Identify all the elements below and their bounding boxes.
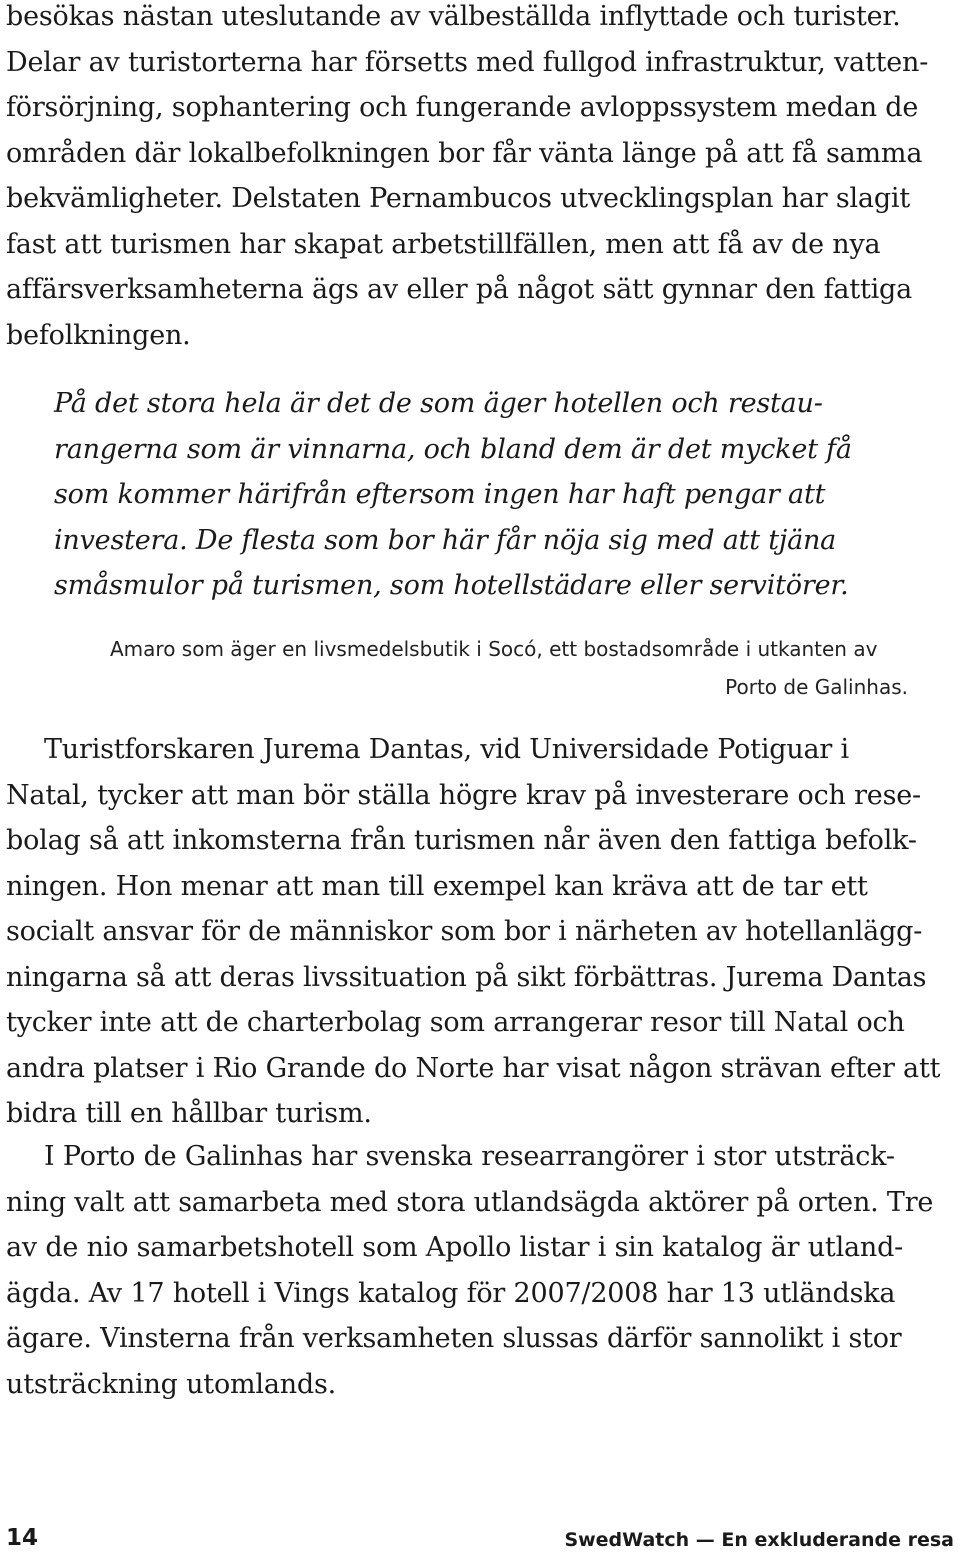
text-line: bolag så att inkomsterna från turismen når även den fattiga befolk- [6,825,917,856]
text-line: ägda. Av 17 hotell i Vings katalog för 2007/2008 har 13 utländska [6,1277,896,1309]
text-line: tycker inte att de charterbolag som arrangerar resor till Natal och [6,1007,905,1038]
quote-line: investera. De flesta som bor här får nöja sig med att tjäna [54,524,837,556]
running-title: SwedWatch — En exkluderande resa [564,1529,954,1551]
page-footer [6,1525,954,1559]
text-line: försörjning, sophantering och fungerande avloppssystem medan de [6,92,919,123]
pull-quote [54,381,934,609]
attribution-line: Porto de Galinhas. [725,675,908,699]
text-line: fast att turismen har skapat arbetstillfällen, men att få av de nya [6,228,881,260]
text-line: andra platser i Rio Grande do Norte har visat någon strävan efter att [6,1052,941,1084]
text-line: socialt ansvar för de människor som bor i närheten av hotellanlägg- [6,916,923,947]
quote-line: På det stora hela är det de som äger hotellen och restau- [54,388,823,419]
text-line: av de nio samarbetshotell som Apollo listar i sin katalog är utland- [6,1232,904,1263]
quote-attribution [110,630,910,706]
text-line: I Porto de Galinhas har svenska researrangörer i stor utsträck- [44,1141,895,1172]
text-line: bidra till en hållbar turism. [6,1098,372,1129]
text-line: Delar av turistorterna har försetts med fullgod infrastruktur, vatten- [6,46,929,78]
text-line: bekvämligheter. Delstaten Pernambucos utvecklingsplan har slagit [6,183,910,214]
quote-line: som kommer härifrån eftersom ingen har haft pengar att [54,479,826,510]
body-paragraph-2 [6,727,950,1137]
text-line: områden där lokalbefolkningen bor får vänta länge på att få samma [6,137,923,169]
page-number: 14 [6,1525,39,1551]
text-line: ningarna så att deras livssituation på sikt förbättras. Jurema Dantas [6,961,927,993]
text-line: ning valt att samarbeta med stora utlandsägda aktörer på orten. Tre [6,1186,934,1218]
body-paragraph-1 [6,0,950,358]
text-line: ägare. Vinsterna från verksamheten slussas därför sannolikt i stor [6,1323,902,1354]
attribution-line: Amaro som äger en livsmedelsbutik i Socó, ett bostadsområde i utkanten av [110,637,878,661]
text-line: utsträckning utomlands. [6,1368,337,1400]
text-line: ningen. Hon menar att man till exempel kan kräva att de tar ett [6,870,868,902]
text-line: affärsverksamheterna ägs av eller på något sätt gynnar den fattiga [6,274,913,305]
text-line: besökas nästan uteslutande av välbeställda inflyttade och turister. [6,1,901,32]
text-line: befolkningen. [6,319,191,351]
quote-line: rangerna som är vinnarna, och bland dem är det mycket få [54,433,852,465]
text-line: Natal, tycker att man bör ställa högre krav på investerare och rese- [6,779,921,811]
text-line: Turistforskaren Jurema Dantas, vid Universidade Potiguar i [44,734,849,765]
quote-line: småsmulor på turismen, som hotellstädare eller servitörer. [54,570,849,601]
body-paragraph-3 [6,1134,950,1407]
